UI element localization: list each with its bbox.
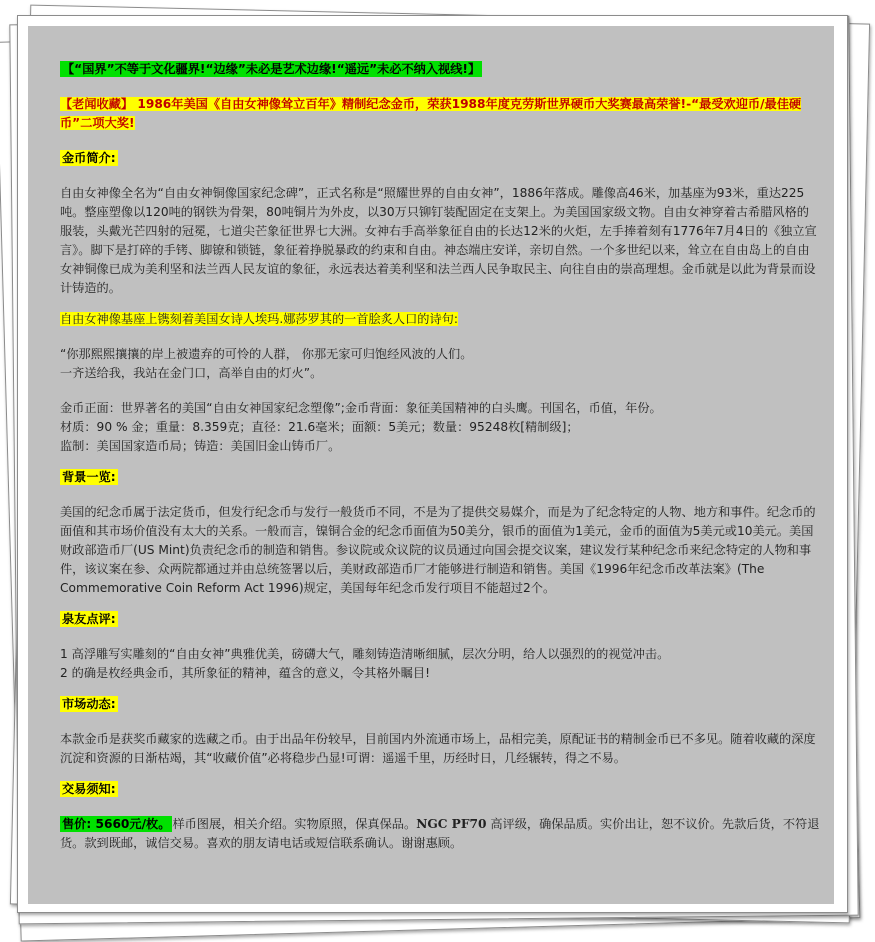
background-heading: 背景一览: <box>62 470 116 484</box>
background-paragraph: 美国的纪念币属于法定货币，但发行纪念币与发行一般货币不同，不是为了提供交易媒介，而是为了纪念特定的人物、地方和事件。纪念币的面值和其市场价值没有太大的关系。一般而言，镍铜合金的纪念币面值为50美分，银币的面值为1美元，金币的面值为5美元或10美元。美国财政部造币厂(US Mint)负责纪念币的制造和销售。参议院或众议院的议员通过向国会提交议案，建议发行某种纪念币来纪念特定的人物和事件，该议案在参、众两院都通过并由总统签署以后，美财政部造币厂才能够进行制造和销售。美国《1996年纪念币改革法案》(The Commemorative Coin Reform Act 1996)规定，美国每年纪念币发行项目不能超过2个。 <box>60 505 816 595</box>
poem-line-2: 一齐送给我，我站在金门口，高举自由的灯火”。 <box>60 366 323 380</box>
review-item: 1 高浮雕写实雕刻的“自由女神”典雅优美，磅礴大气，雕刻铸造清晰细腻，层次分明，给人以强烈的的视觉冲击。 <box>60 647 670 661</box>
poem-intro: 自由女神像基座上镌刻着美国女诗人埃玛.娜莎罗其的一首脍炙人口的诗句: <box>60 312 458 326</box>
intro-heading: 金币简介: <box>62 151 116 165</box>
headline-tag: 【老闻收藏】 <box>60 97 134 111</box>
coin-spec-mint: 监制：美国国家造币局；铸造：美国旧金山铸币厂。 <box>60 439 341 453</box>
review-item: 2 的确是枚经典金币，其所象征的精神，蕴含的意义，令其格外瞩目! <box>60 666 430 680</box>
headline <box>60 95 820 133</box>
trade-grade: NGC PF70 <box>416 817 487 831</box>
review-heading: 泉友点评: <box>62 612 116 626</box>
coin-spec-material: 材质：90 % 金；重量：8.359克；直径：21.6毫米；面额：5美元；数量：95248枚[精制级]； <box>60 420 579 434</box>
price-label: 售价: 5660元/枚。 <box>62 817 171 831</box>
trade-heading: 交易须知: <box>62 782 116 796</box>
poem-line-1: “你那熙熙攘攘的岸上被遗弃的可怜的人群， 你那无家可归饱经风波的人们。 <box>60 347 473 361</box>
trade-text-b: 高评级，确保品质。实价出让，恕不议价。先款后货，不符退货。款到既邮，诚信交易。喜欢的朋友请电话或短信联系确认。谢谢惠顾。 <box>60 817 820 850</box>
slogan-banner: 【“国界”不等于文化疆界!“边缘”未必是艺术边缘!“遥远”未必不纳入视线!】 <box>62 62 481 76</box>
trade-paragraph <box>60 815 820 853</box>
market-paragraph: 本款金币是获奖币藏家的选藏之币。由于出品年份较早，目前国内外流通市场上，品相完美，原配证书的精制金币已不多见。随着收藏的深度沉淀和资源的日渐枯竭，其“收藏价值”必将稳步凸显!可谓：遥遥千里，历经时日，几经辗转，得之不易。 <box>60 732 816 765</box>
headline-text: 1986年美国《自由女神像耸立百年》精制纪念金币，荣获1988年度克劳斯世界硬币大奖赛最高荣誉!-“最受欢迎币/最佳硬币”二项大奖! <box>60 97 802 130</box>
market-heading: 市场动态: <box>62 697 116 711</box>
listing-content <box>28 26 834 904</box>
intro-paragraph: 自由女神像全名为“自由女神铜像国家纪念碑”，正式名称是“照耀世界的自由女神”，1886年落成。雕像高46米，加基座为93米，重达225吨。整座塑像以120吨的钢铁为骨架，80吨铜片为外皮，以30万只铆钉装配固定在支架上。为美国国家级文物。自由女神穿着古希腊风格的服装，头戴光芒四射的冠冕，七道尖芒象征世界七大洲。女神右手高举象征自由的长达12米的火炬，左手捧着刻有1776年7月4日的《独立宣言》。脚下是打碎的手铐、脚镣和锁链，象征着挣脱暴政的约束和自由。神态端庄安详，亲切自然。一个多世纪以来，耸立在自由岛上的自由女神铜像已成为美利坚和法兰西人民友谊的象征，永远表达着美利坚和法兰西人民争取民主、向往自由的崇高理想。金币就是以此为背景而设计铸造的。 <box>60 186 817 295</box>
coin-spec-design: 金币正面：世界著名的美国“自由女神国家纪念塑像”;金币背面：象征美国精神的白头鹰。刊国名，币值，年份。 <box>60 401 662 415</box>
trade-text-a: 样币图展，相关介绍。实物原照，保真保品。 <box>172 817 417 831</box>
